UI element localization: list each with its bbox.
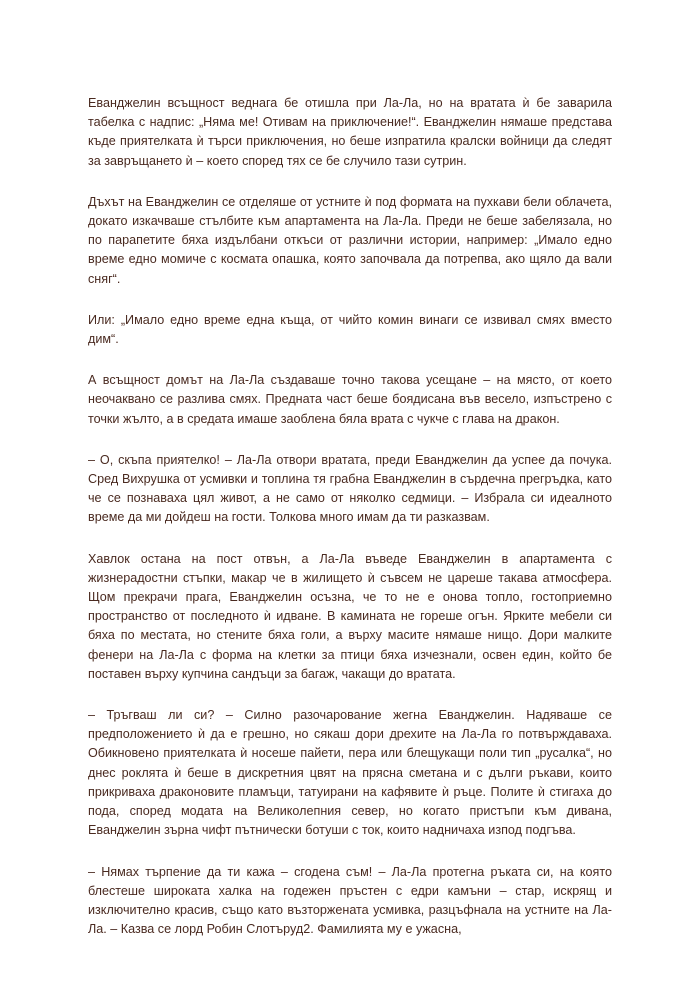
paragraph-2: Дъхът на Еванджелин се отделяше от устните ѝ под формата на пухкави бели облачета, докато изкачваше стълбите към апартамента на Ла-Ла. Преди не беше забелязала, но по парапетите бяха издълбани откъси от различни истории, например: „Имало едно време едно момиче с космата опашка, която започвала да потрепва, ако щяло да вали сняг“.	[88, 194, 612, 286]
document-page	[88, 94, 612, 939]
paragraph-5: – О, скъпа приятелко! – Ла-Ла отвори вратата, преди Еванджелин да успее да почука. Сред Вихрушка от усмивки и топлина тя грабна Еванджелин в сърдечна прегръдка, като че се познаваха цял живот, а не само от няколко седмици. – Избрала си идеалното време да ми дойдеш на гости. Толкова много имам да ти разказвам.	[88, 452, 612, 525]
paragraph-3: Или: „Имало едно време една къща, от чийто комин винаги се извивал смях вместо дим“.	[88, 312, 612, 347]
paragraph-8: – Нямах търпение да ти кажа – сгодена съм! – Ла-Ла протегна ръката си, на която блестеше широката халка на годежен пръстен с едри камъни – стар, искрящ и изключително красив, също като възторжената усмивка, разцъфнала на устните на Ла-Ла. – Казва се лорд Робин Слотъруд2. Фамилията му е ужасна,	[88, 864, 612, 937]
paragraph-7: – Тръгваш ли си? – Силно разочарование жегна Еванджелин. Надяваше се предположението ѝ да е грешно, но сякаш дори дрехите на Ла-Ла го потвърждаваха. Обикновено приятелката ѝ носеше пайети, пера или блещукащи поли тип „русалка“, но днес роклята ѝ беше в дискретния цвят на прясна сметана и с дълги ръкави, които прикриваха драконовите пламъци, татуирани на кафявите ѝ ръце. Полите ѝ стигаха до пода, според модата на Великолепния север, но когато пристъпи към дивана, Еванджелин зърна чифт пътнически ботуши с ток, които надничаха изпод подгъва.	[88, 708, 612, 838]
paragraph-4: А всъщност домът на Ла-Ла създаваше точно такова усещане – на място, от което неочаквано се разлива смях. Предната част беше боядисана във весело, изпъстрено с точки жълто, а в средата имаше заоблена бяла врата с чукче с глава на дракон.	[88, 373, 612, 426]
paragraph-1: Еванджелин всъщност веднага бе отишла при Ла-Ла, но на вратата ѝ бе заварила табелка с надпис: „Няма ме! Отивам на приключение!“. Еванджелин нямаше представа къде приятелката ѝ търси приключения, но беше изпратила кралски войници да следят за завръщането ѝ – което според тях се бе случило тази сутрин.	[88, 96, 612, 168]
paragraph-6: Хавлок остана на пост отвън, а Ла-Ла въведе Еванджелин в апартамента с жизнерадостни стъпки, макар че в жилището ѝ съвсем не цареше такава атмосфера. Щом прекрачи прага, Еванджелин осъзна, че то не е онова топло, гостоприемно пространство от последното ѝ идване. В камината не гореше огън. Ярките мебели си бяха по местата, но стените бяха голи, а върху масите нямаше нищо. Дори малките фенери на Ла-Ла с форма на клетки за птици бяха изчезнали, освен един, който бе поставен върху купчина сандъци за багаж, чакащи до вратата.	[88, 551, 612, 681]
